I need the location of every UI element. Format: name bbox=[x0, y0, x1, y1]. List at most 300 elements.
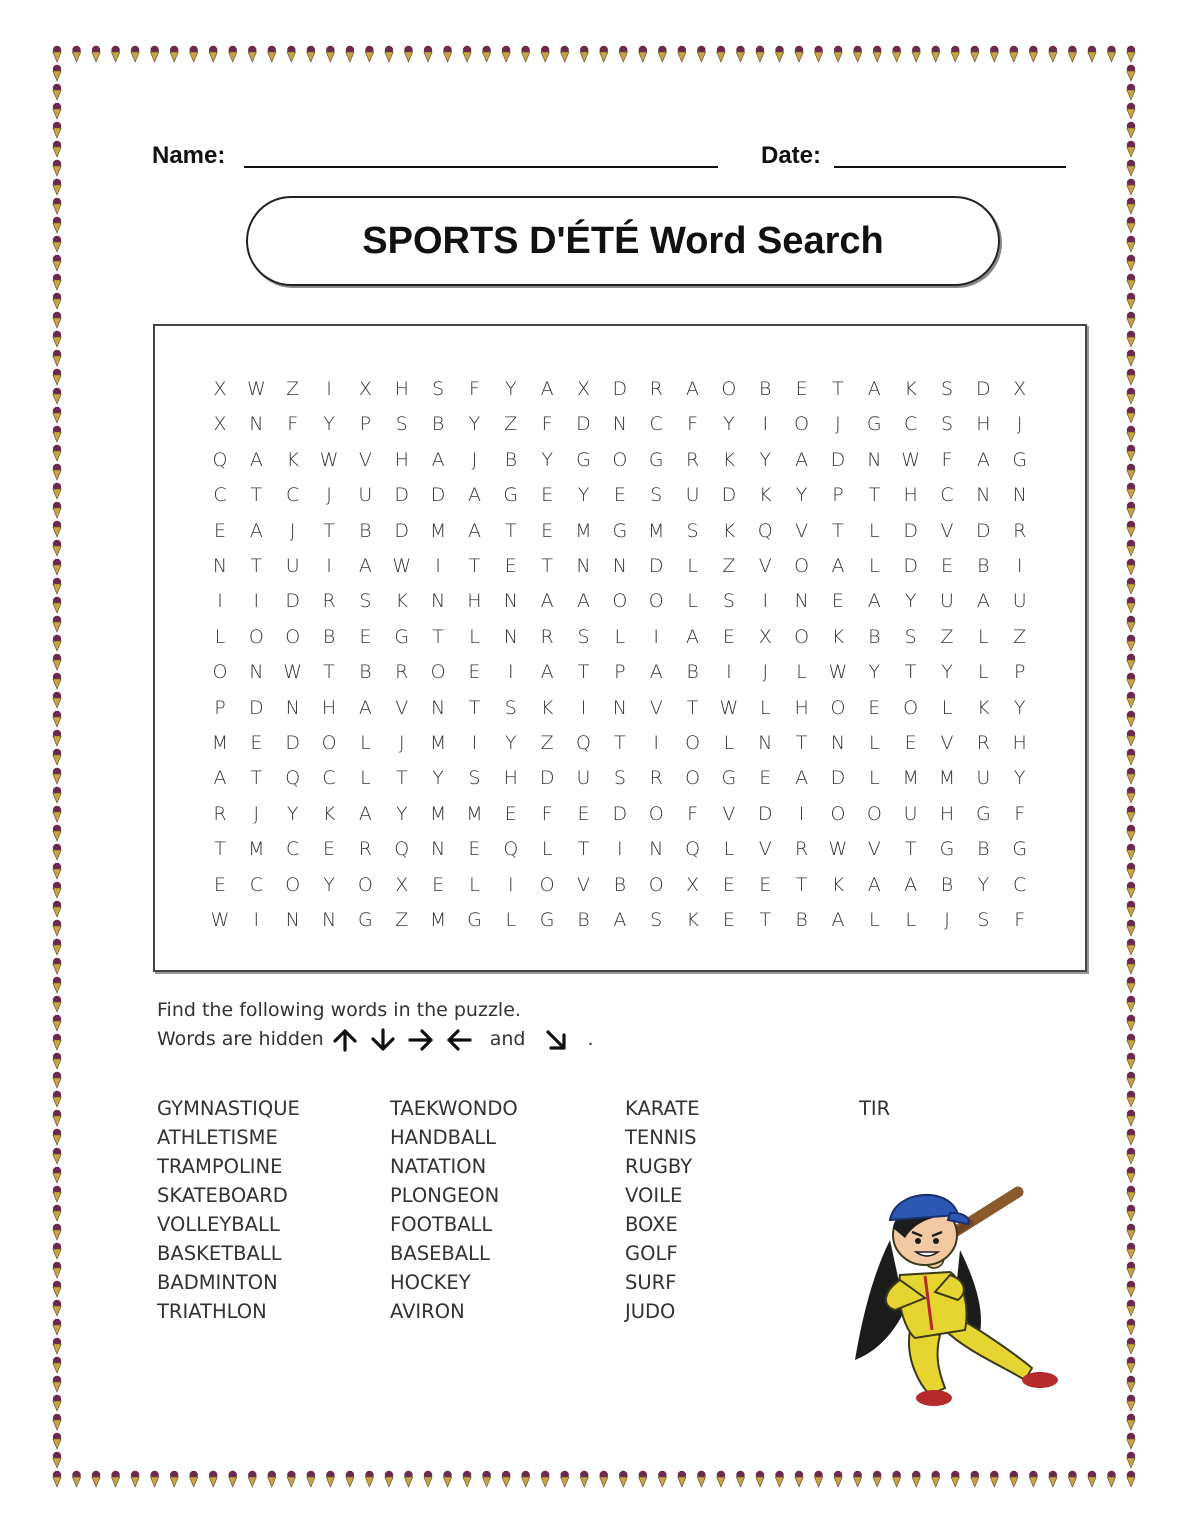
grid-letter[interactable]: L bbox=[541, 838, 553, 861]
grid-letter[interactable]: Q bbox=[757, 519, 773, 542]
grid-letter[interactable]: S bbox=[722, 590, 735, 613]
grid-letter[interactable]: E bbox=[468, 838, 481, 861]
grid-letter[interactable]: V bbox=[722, 802, 736, 825]
grid-letter[interactable]: K bbox=[831, 625, 845, 648]
grid-letter[interactable]: W bbox=[828, 838, 848, 861]
grid-letter[interactable]: H bbox=[503, 767, 518, 790]
grid-letter[interactable]: G bbox=[576, 448, 591, 471]
grid-letter[interactable]: K bbox=[759, 484, 772, 507]
grid-letter[interactable]: L bbox=[941, 696, 953, 719]
grid-letter[interactable]: G bbox=[721, 767, 737, 790]
grid-letter[interactable]: A bbox=[867, 378, 881, 400]
grid-letter[interactable]: H bbox=[939, 802, 955, 825]
grid-letter[interactable]: T bbox=[395, 767, 408, 790]
grid-letter[interactable]: I bbox=[617, 838, 623, 861]
grid-letter[interactable]: D bbox=[612, 802, 628, 825]
grid-letter[interactable]: R bbox=[358, 838, 372, 861]
grid-letter[interactable]: L bbox=[869, 909, 880, 931]
name-field-line[interactable] bbox=[244, 166, 718, 168]
grid-letter[interactable]: A bbox=[213, 767, 227, 790]
grid-letter[interactable]: T bbox=[250, 767, 263, 790]
grid-letter[interactable]: L bbox=[869, 555, 880, 577]
grid-letter[interactable]: Y bbox=[759, 448, 772, 471]
grid-letter[interactable]: H bbox=[394, 378, 409, 400]
grid-letter[interactable]: A bbox=[904, 873, 918, 896]
grid-letter[interactable]: X bbox=[213, 413, 227, 436]
grid-letter[interactable]: A bbox=[686, 378, 700, 400]
grid-letter[interactable]: Z bbox=[395, 909, 409, 931]
grid-letter[interactable]: Z bbox=[504, 413, 518, 436]
grid-letter[interactable]: J bbox=[944, 909, 950, 931]
grid-letter[interactable]: O bbox=[612, 590, 628, 613]
grid-letter[interactable]: T bbox=[577, 661, 590, 684]
grid-letter[interactable]: F bbox=[941, 448, 953, 471]
grid-letter[interactable]: L bbox=[723, 732, 735, 754]
grid-letter[interactable]: D bbox=[576, 413, 591, 436]
grid-letter[interactable]: M bbox=[938, 767, 956, 790]
grid-letter[interactable]: Z bbox=[540, 732, 554, 754]
grid-letter[interactable]: O bbox=[648, 802, 664, 825]
grid-letter[interactable]: L bbox=[978, 625, 989, 648]
grid-letter[interactable]: H bbox=[321, 696, 337, 719]
grid-letter[interactable]: T bbox=[577, 838, 590, 861]
grid-letter[interactable]: S bbox=[359, 590, 372, 613]
grid-letter[interactable]: I bbox=[507, 873, 514, 896]
grid-letter[interactable]: C bbox=[286, 484, 300, 507]
date-field-line[interactable] bbox=[834, 166, 1066, 168]
grid-letter[interactable]: G bbox=[975, 802, 991, 825]
grid-letter[interactable]: R bbox=[685, 448, 700, 471]
grid-letter[interactable]: L bbox=[759, 696, 771, 719]
grid-letter[interactable]: D bbox=[721, 484, 737, 507]
grid-letter[interactable]: W bbox=[246, 378, 266, 400]
grid-letter[interactable]: E bbox=[868, 696, 881, 719]
grid-letter[interactable]: E bbox=[468, 661, 481, 684]
grid-letter[interactable]: A bbox=[867, 873, 881, 896]
grid-letter[interactable]: N bbox=[612, 555, 627, 577]
grid-letter[interactable]: T bbox=[795, 732, 808, 754]
grid-letter[interactable]: W bbox=[319, 448, 339, 471]
grid-letter[interactable]: T bbox=[250, 484, 263, 507]
grid-letter[interactable]: G bbox=[866, 413, 882, 436]
grid-letter[interactable]: L bbox=[505, 909, 517, 931]
grid-letter[interactable]: T bbox=[614, 732, 626, 754]
grid-letter[interactable]: S bbox=[977, 909, 990, 931]
grid-letter[interactable]: M bbox=[647, 519, 665, 542]
grid-letter[interactable]: N bbox=[285, 696, 300, 719]
grid-letter[interactable]: F bbox=[1014, 909, 1026, 931]
grid-letter[interactable]: D bbox=[830, 767, 846, 790]
grid-letter[interactable]: N bbox=[503, 590, 518, 613]
grid-letter[interactable]: F bbox=[687, 802, 699, 825]
grid-letter[interactable]: E bbox=[323, 838, 336, 861]
grid-letter[interactable]: O bbox=[685, 732, 701, 754]
grid-letter[interactable]: C bbox=[904, 413, 918, 436]
grid-letter[interactable]: G bbox=[467, 909, 482, 931]
grid-letter[interactable]: C bbox=[649, 413, 663, 436]
grid-letter[interactable]: A bbox=[431, 448, 445, 471]
grid-letter[interactable]: T bbox=[868, 484, 881, 507]
grid-letter[interactable]: B bbox=[359, 519, 372, 542]
grid-letter[interactable]: O bbox=[248, 625, 264, 648]
grid-letter[interactable]: D bbox=[903, 555, 918, 577]
grid-letter[interactable]: T bbox=[832, 378, 844, 400]
grid-letter[interactable]: L bbox=[614, 625, 626, 648]
grid-letter[interactable]: M bbox=[211, 732, 229, 754]
grid-letter[interactable]: G bbox=[612, 519, 628, 542]
grid-letter[interactable]: T bbox=[904, 661, 917, 684]
grid-letter[interactable]: E bbox=[759, 873, 772, 896]
grid-letter[interactable]: Y bbox=[723, 413, 735, 436]
grid-letter[interactable]: A bbox=[577, 590, 590, 613]
grid-letter[interactable]: U bbox=[976, 767, 991, 790]
grid-letter[interactable]: K bbox=[286, 448, 299, 471]
grid-letter[interactable]: E bbox=[722, 909, 735, 931]
grid-letter[interactable]: O bbox=[612, 448, 628, 471]
grid-letter[interactable]: R bbox=[976, 732, 990, 754]
grid-letter[interactable]: N bbox=[1012, 484, 1027, 507]
grid-letter[interactable]: A bbox=[976, 448, 990, 471]
grid-letter[interactable]: E bbox=[577, 802, 590, 825]
grid-letter[interactable]: E bbox=[831, 590, 844, 613]
grid-letter[interactable]: Z bbox=[1013, 625, 1027, 648]
grid-letter[interactable]: N bbox=[612, 696, 627, 719]
grid-letter[interactable]: A bbox=[540, 590, 554, 613]
grid-letter[interactable]: H bbox=[976, 413, 991, 436]
grid-letter[interactable]: A bbox=[249, 519, 263, 542]
grid-letter[interactable]: V bbox=[758, 838, 772, 861]
grid-letter[interactable]: U bbox=[358, 484, 373, 507]
grid-letter[interactable]: E bbox=[904, 732, 917, 754]
grid-letter[interactable]: G bbox=[358, 909, 373, 931]
grid-letter[interactable]: S bbox=[940, 378, 954, 400]
grid-letter[interactable]: B bbox=[431, 413, 445, 436]
grid-letter[interactable]: K bbox=[322, 802, 336, 825]
grid-letter[interactable]: Y bbox=[904, 590, 917, 613]
grid-letter[interactable]: O bbox=[648, 873, 664, 896]
grid-letter[interactable]: N bbox=[503, 625, 518, 648]
grid-letter[interactable]: K bbox=[977, 696, 990, 719]
grid-letter[interactable]: H bbox=[394, 448, 409, 471]
grid-letter[interactable]: M bbox=[248, 838, 265, 861]
grid-letter[interactable]: H bbox=[1012, 732, 1027, 754]
grid-letter[interactable]: D bbox=[394, 519, 410, 542]
grid-letter[interactable]: C bbox=[1013, 873, 1027, 896]
grid-letter[interactable]: J bbox=[1016, 413, 1023, 436]
grid-letter[interactable]: B bbox=[359, 661, 372, 684]
grid-letter[interactable]: A bbox=[467, 519, 481, 542]
grid-letter[interactable]: V bbox=[795, 519, 809, 542]
grid-letter[interactable]: E bbox=[722, 873, 735, 896]
grid-letter[interactable]: U bbox=[576, 767, 591, 790]
grid-letter[interactable]: I bbox=[762, 413, 769, 436]
grid-letter[interactable]: R bbox=[213, 802, 227, 825]
grid-letter[interactable]: B bbox=[577, 909, 590, 931]
grid-letter[interactable]: L bbox=[687, 590, 698, 613]
grid-letter[interactable]: O bbox=[830, 696, 846, 719]
grid-letter[interactable]: R bbox=[395, 661, 409, 684]
grid-letter[interactable]: Q bbox=[503, 838, 519, 861]
grid-letter[interactable]: A bbox=[795, 448, 809, 471]
grid-letter[interactable]: T bbox=[250, 555, 263, 577]
grid-letter[interactable]: D bbox=[612, 378, 628, 400]
grid-letter[interactable]: K bbox=[722, 448, 736, 471]
grid-letter[interactable]: T bbox=[504, 519, 517, 542]
grid-letter[interactable]: L bbox=[869, 732, 880, 754]
grid-letter[interactable]: S bbox=[650, 484, 663, 507]
grid-letter[interactable]: Q bbox=[576, 732, 591, 754]
grid-letter[interactable]: J bbox=[289, 519, 296, 542]
grid-letter[interactable]: A bbox=[831, 555, 845, 577]
grid-letter[interactable]: N bbox=[430, 696, 446, 719]
grid-letter[interactable]: D bbox=[249, 696, 264, 719]
grid-letter[interactable]: C bbox=[940, 484, 954, 507]
grid-letter[interactable]: L bbox=[360, 732, 371, 754]
grid-letter[interactable]: T bbox=[541, 555, 553, 577]
grid-letter[interactable]: N bbox=[285, 909, 300, 931]
grid-letter[interactable]: N bbox=[249, 661, 264, 684]
grid-letter[interactable]: J bbox=[398, 732, 405, 754]
grid-letter[interactable]: S bbox=[613, 767, 626, 790]
grid-letter[interactable]: X bbox=[395, 873, 409, 896]
grid-letter[interactable]: C bbox=[322, 767, 336, 790]
grid-letter[interactable]: L bbox=[214, 625, 226, 648]
grid-letter[interactable]: O bbox=[830, 802, 846, 825]
grid-letter[interactable]: V bbox=[649, 696, 663, 719]
grid-letter[interactable]: L bbox=[469, 625, 480, 648]
grid-letter[interactable]: N bbox=[794, 590, 809, 613]
grid-letter[interactable]: L bbox=[869, 767, 880, 790]
grid-letter[interactable]: P bbox=[359, 413, 372, 436]
grid-letter[interactable]: V bbox=[577, 873, 590, 896]
grid-letter[interactable]: O bbox=[721, 378, 737, 400]
grid-letter[interactable]: A bbox=[358, 555, 372, 577]
grid-letter[interactable]: T bbox=[468, 696, 481, 719]
grid-letter[interactable]: P bbox=[614, 661, 626, 684]
grid-letter[interactable]: O bbox=[285, 625, 301, 648]
grid-letter[interactable]: V bbox=[940, 519, 954, 542]
grid-letter[interactable]: T bbox=[323, 519, 335, 542]
grid-letter[interactable]: I bbox=[1016, 555, 1023, 577]
grid-letter[interactable]: J bbox=[471, 448, 478, 471]
grid-letter[interactable]: E bbox=[722, 625, 735, 648]
grid-letter[interactable]: S bbox=[395, 413, 408, 436]
grid-letter[interactable]: S bbox=[650, 909, 663, 931]
grid-letter[interactable]: B bbox=[940, 873, 954, 896]
grid-letter[interactable]: Y bbox=[977, 873, 990, 896]
grid-letter[interactable]: R bbox=[649, 767, 663, 790]
grid-letter[interactable]: C bbox=[286, 838, 300, 861]
grid-letter[interactable]: K bbox=[722, 519, 736, 542]
grid-letter[interactable]: N bbox=[976, 484, 991, 507]
grid-letter[interactable]: U bbox=[285, 555, 300, 577]
grid-letter[interactable]: O bbox=[321, 732, 337, 754]
grid-letter[interactable]: W bbox=[828, 661, 848, 684]
grid-letter[interactable]: T bbox=[904, 838, 917, 861]
grid-letter[interactable]: K bbox=[904, 378, 917, 400]
grid-letter[interactable]: A bbox=[249, 448, 263, 471]
grid-letter[interactable]: Y bbox=[432, 767, 444, 790]
grid-letter[interactable]: X bbox=[358, 378, 372, 400]
grid-letter[interactable]: N bbox=[212, 555, 228, 577]
grid-letter[interactable]: A bbox=[867, 590, 881, 613]
grid-letter[interactable]: E bbox=[541, 484, 554, 507]
grid-letter[interactable]: U bbox=[1012, 590, 1027, 613]
grid-letter[interactable]: G bbox=[539, 909, 555, 931]
grid-letter[interactable]: F bbox=[287, 413, 299, 436]
grid-letter[interactable]: M bbox=[466, 802, 483, 825]
grid-letter[interactable]: I bbox=[326, 555, 332, 577]
grid-letter[interactable]: E bbox=[213, 519, 226, 542]
grid-letter[interactable]: Y bbox=[286, 802, 299, 825]
grid-letter[interactable]: O bbox=[285, 873, 301, 896]
grid-letter[interactable]: T bbox=[432, 625, 444, 648]
grid-letter[interactable]: J bbox=[326, 484, 332, 507]
grid-letter[interactable]: A bbox=[976, 590, 990, 613]
grid-letter[interactable]: G bbox=[394, 625, 410, 648]
grid-letter[interactable]: V bbox=[358, 448, 372, 471]
grid-letter[interactable]: I bbox=[580, 696, 587, 719]
grid-letter[interactable]: A bbox=[467, 484, 481, 507]
grid-letter[interactable]: U bbox=[685, 484, 700, 507]
grid-letter[interactable]: D bbox=[539, 767, 555, 790]
grid-letter[interactable]: S bbox=[904, 625, 917, 648]
grid-letter[interactable]: T bbox=[832, 519, 844, 542]
grid-letter[interactable]: Y bbox=[395, 802, 408, 825]
grid-letter[interactable]: J bbox=[835, 413, 841, 436]
grid-letter[interactable]: K bbox=[395, 590, 408, 613]
grid-letter[interactable]: E bbox=[213, 873, 226, 896]
grid-letter[interactable]: D bbox=[394, 484, 410, 507]
grid-letter[interactable]: W bbox=[392, 555, 412, 577]
grid-letter[interactable]: Y bbox=[1013, 767, 1026, 790]
grid-letter[interactable]: J bbox=[762, 661, 769, 684]
grid-letter[interactable]: P bbox=[832, 484, 844, 507]
grid-letter[interactable]: A bbox=[358, 696, 372, 719]
grid-letter[interactable]: R bbox=[1013, 519, 1027, 542]
grid-letter[interactable]: S bbox=[940, 413, 954, 436]
grid-letter[interactable]: I bbox=[471, 732, 478, 754]
grid-letter[interactable]: B bbox=[977, 838, 990, 861]
grid-letter[interactable]: L bbox=[687, 555, 698, 577]
grid-letter[interactable]: I bbox=[435, 555, 441, 577]
grid-letter[interactable]: N bbox=[249, 413, 264, 436]
grid-letter[interactable]: F bbox=[687, 413, 699, 436]
grid-letter[interactable]: A bbox=[831, 909, 845, 931]
grid-letter[interactable]: T bbox=[686, 696, 699, 719]
grid-letter[interactable]: Y bbox=[795, 484, 808, 507]
grid-letter[interactable]: B bbox=[504, 448, 518, 471]
grid-letter[interactable]: Y bbox=[868, 661, 881, 684]
grid-letter[interactable]: M bbox=[902, 767, 919, 790]
grid-letter[interactable]: A bbox=[540, 661, 554, 684]
grid-letter[interactable]: F bbox=[541, 802, 553, 825]
grid-letter[interactable]: R bbox=[322, 590, 336, 613]
grid-letter[interactable]: G bbox=[503, 484, 519, 507]
grid-letter[interactable]: N bbox=[430, 838, 446, 861]
grid-letter[interactable]: I bbox=[653, 625, 659, 648]
grid-letter[interactable]: B bbox=[759, 378, 772, 400]
grid-letter[interactable]: A bbox=[649, 661, 663, 684]
grid-letter[interactable]: O bbox=[794, 413, 810, 436]
grid-letter[interactable]: Y bbox=[468, 413, 481, 436]
grid-letter[interactable]: O bbox=[794, 555, 810, 577]
grid-letter[interactable]: D bbox=[976, 378, 991, 400]
grid-letter[interactable]: R bbox=[794, 838, 809, 861]
grid-letter[interactable]: C bbox=[213, 484, 227, 507]
grid-letter[interactable]: E bbox=[504, 555, 517, 577]
grid-letter[interactable]: X bbox=[758, 625, 772, 648]
grid-letter[interactable]: K bbox=[831, 873, 845, 896]
grid-letter[interactable]: W bbox=[283, 661, 303, 684]
grid-letter[interactable]: X bbox=[576, 378, 591, 400]
grid-letter[interactable]: H bbox=[903, 484, 918, 507]
grid-letter[interactable]: D bbox=[830, 448, 846, 471]
grid-letter[interactable]: D bbox=[648, 555, 664, 577]
grid-letter[interactable]: N bbox=[576, 555, 591, 577]
grid-letter[interactable]: M bbox=[429, 732, 447, 754]
grid-letter[interactable]: F bbox=[541, 413, 553, 436]
grid-letter[interactable]: U bbox=[903, 802, 918, 825]
grid-letter[interactable]: P bbox=[214, 696, 226, 719]
grid-letter[interactable]: B bbox=[868, 625, 881, 648]
grid-letter[interactable]: H bbox=[794, 696, 809, 719]
grid-letter[interactable]: E bbox=[359, 625, 372, 648]
grid-letter[interactable]: Y bbox=[541, 448, 553, 471]
grid-letter[interactable]: L bbox=[469, 873, 480, 896]
grid-letter[interactable]: Q bbox=[212, 448, 228, 471]
grid-letter[interactable]: L bbox=[978, 661, 989, 684]
grid-letter[interactable]: X bbox=[213, 378, 227, 400]
grid-letter[interactable]: N bbox=[321, 909, 337, 931]
grid-letter[interactable]: M bbox=[429, 802, 447, 825]
grid-letter[interactable]: V bbox=[867, 838, 881, 861]
grid-letter[interactable]: Q bbox=[394, 838, 410, 861]
grid-letter[interactable]: E bbox=[613, 484, 626, 507]
grid-letter[interactable]: O bbox=[430, 661, 446, 684]
grid-letter[interactable]: I bbox=[762, 590, 769, 613]
grid-letter[interactable]: Y bbox=[504, 378, 517, 400]
grid-letter[interactable]: O bbox=[539, 873, 555, 896]
grid-letter[interactable]: O bbox=[866, 802, 882, 825]
grid-letter[interactable]: B bbox=[613, 873, 627, 896]
grid-letter[interactable]: O bbox=[357, 873, 373, 896]
grid-letter[interactable]: T bbox=[468, 555, 481, 577]
grid-letter[interactable]: T bbox=[759, 909, 772, 931]
grid-letter[interactable]: B bbox=[686, 661, 699, 684]
grid-letter[interactable]: Q bbox=[285, 767, 301, 790]
grid-letter[interactable]: G bbox=[648, 448, 664, 471]
grid-letter[interactable]: M bbox=[575, 519, 592, 542]
grid-letter[interactable]: E bbox=[432, 873, 445, 896]
grid-letter[interactable]: D bbox=[285, 732, 300, 754]
grid-letter[interactable]: K bbox=[540, 696, 554, 719]
grid-letter[interactable]: E bbox=[795, 378, 808, 400]
grid-letter[interactable]: I bbox=[507, 661, 514, 684]
grid-letter[interactable]: A bbox=[686, 625, 700, 648]
grid-letter[interactable]: X bbox=[686, 873, 700, 896]
grid-letter[interactable]: M bbox=[429, 909, 447, 931]
grid-letter[interactable]: O bbox=[685, 767, 701, 790]
grid-letter[interactable]: T bbox=[214, 838, 226, 861]
grid-letter[interactable]: A bbox=[540, 378, 554, 400]
grid-letter[interactable]: O bbox=[212, 661, 228, 684]
grid-letter[interactable]: G bbox=[1012, 838, 1028, 861]
grid-letter[interactable]: G bbox=[939, 838, 955, 861]
grid-letter[interactable]: L bbox=[905, 909, 916, 931]
grid-letter[interactable]: F bbox=[468, 378, 480, 400]
grid-letter[interactable]: D bbox=[903, 519, 918, 542]
